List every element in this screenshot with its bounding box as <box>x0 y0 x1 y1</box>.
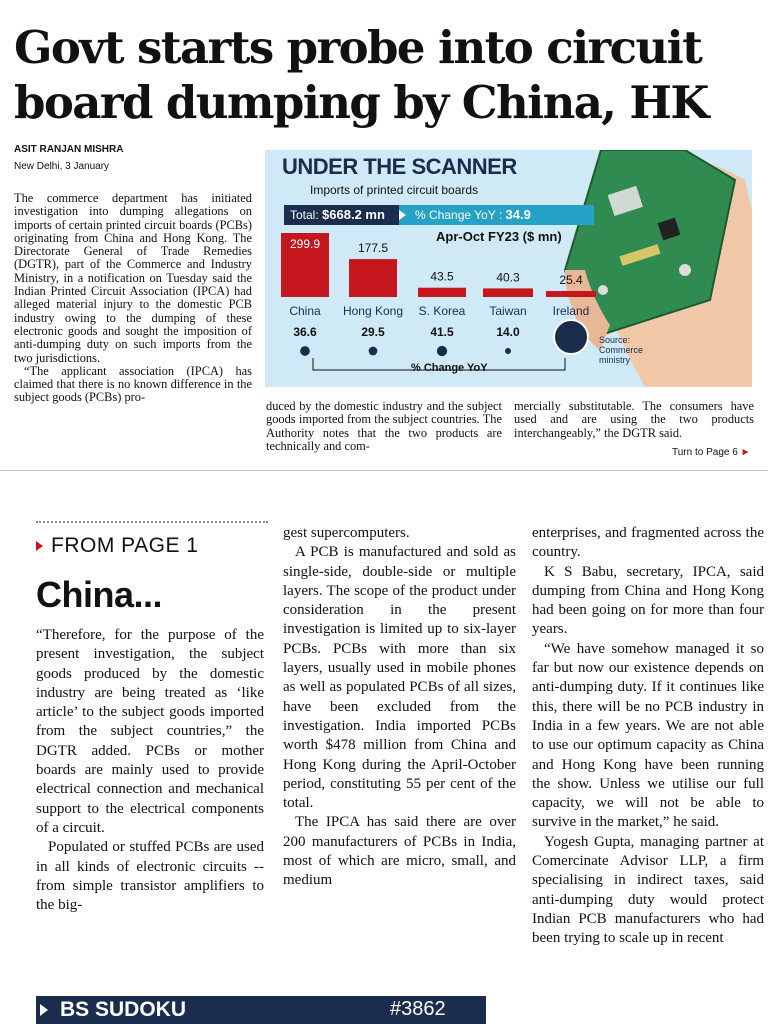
bar-value-label: 43.5 <box>430 269 454 284</box>
category-label: Ireland <box>552 304 590 318</box>
top-column-2 <box>266 400 502 453</box>
category-label: China <box>289 304 321 318</box>
yoy-value: 29.5 <box>361 325 385 339</box>
paragraph: Yogesh Gupta, managing partner at Comercinate Advisor LLP, a firm specialising in indirect taxes, said anti-dumping duty would protect Indian PCB manufacturers who had been trying to scale up in recent <box>532 833 764 947</box>
bottom-column-1 <box>36 626 264 915</box>
yoy-axis-label: % Change YoY <box>411 362 488 374</box>
chart-source: Source: Commerce ministry <box>599 335 644 365</box>
yoy-dot <box>369 347 378 356</box>
bar <box>418 288 466 297</box>
category-label: S. Korea <box>418 304 466 318</box>
paragraph: gest supercomputers. <box>283 525 410 541</box>
pcb-hand-illustration <box>565 150 752 387</box>
from-page-label: FROM PAGE 1 <box>36 534 198 558</box>
chart-period: Apr-Oct FY23 ($ mn) <box>436 229 562 244</box>
lead-column <box>14 192 252 405</box>
paragraph: A PCB is manufactured and sold as single-side, double-side or multiple layers. The scope of the product under consideration in the present investigation is limited up to six-layer PCBs. PCBs with more than six layers, usually used in mobile phones as well as populated PCBs of all sizes, have been excluded from the investigation. India imported PCBs worth $478 million from China and Hong Kong during the April-October period, constituting 55 per cent of the total. <box>283 544 516 812</box>
yoy-dot <box>505 348 511 354</box>
dateline: New Delhi, 3 January <box>14 161 110 172</box>
bar <box>483 288 533 297</box>
yoy-dot <box>300 346 310 356</box>
bar <box>349 259 397 297</box>
yoy-value: 36.6 <box>293 325 317 339</box>
paragraph: enterprises, and fragmented across the country. <box>532 525 764 561</box>
paragraph: “Therefore, for the purpose of the present investigation, the subject goods produced by the domestic industry are being treated as ‘like article’ to the subject goods imported from the subject countries,” the DGTR added. PCBs or mother boards are mainly used to provide electrical connection and mechanical support to the electrical components of a circuit. <box>36 627 264 836</box>
paragraph: Populated or stuffed PCBs are used in all kinds of electronic circuits -- from simple transistor amplifiers to the big- <box>36 839 264 914</box>
lead-paragraph: “The applicant association (IPCA) has claimed that there is no known difference in the subject goods (PCBs) pro- <box>14 363 252 405</box>
paragraph: The IPCA has said there are over 200 manufacturers of PCBs in India, most of which are micro, small, and medium <box>283 814 516 889</box>
dotted-rule <box>36 521 268 523</box>
bar <box>546 291 596 297</box>
headline: Govt starts probe into circuit board dumping by China, HK <box>14 21 708 129</box>
bar-value-label: 299.9 <box>289 237 321 251</box>
continued-title: China... <box>36 574 163 615</box>
chart-title: UNDER THE SCANNER <box>282 154 517 179</box>
byline: ASIT RANJAN MISHRA <box>14 144 124 155</box>
yoy-value: 14.0 <box>496 325 520 339</box>
lead-paragraph: The commerce department has initiated investigation into dumping allegations on imports of certain printed circuit boards (PCBs) originating from China and Hong Kong. The Directorate General of Trade Remedies (DGTR), part of the Commerce and Industry Ministry, in a notification on Tuesday said the Indian Printed Circuit Association (IPCA) had alleged material injury to the domestic PCB industry owing to the dumping of these electronic goods and sought the imposition of anti-dumping duty on such imports from the two jurisdictions. <box>14 191 252 365</box>
top-column-3 <box>514 400 754 440</box>
red-arrow-icon <box>36 541 43 551</box>
category-label: Hong Kong <box>342 304 404 318</box>
section-divider <box>0 470 768 471</box>
bottom-column-2 <box>283 524 516 891</box>
sudoku-number: #3862 <box>390 998 446 1020</box>
top-col2-text: duced by the domestic industry and the subject goods imported from the subject countries. The Authority notes that the two products are technically and com- <box>266 399 502 453</box>
bottom-column-3 <box>532 524 764 949</box>
sudoku-title: BS SUDOKU <box>60 998 187 1021</box>
arrow-icon <box>399 210 406 220</box>
paragraph: K S Babu, secretary, IPCA, said dumping from China and Hong Kong had been going on for more than four years. <box>532 563 764 638</box>
bar-value-label: 40.3 <box>496 270 520 285</box>
change-text: % Change YoY : 34.9 <box>415 207 531 222</box>
chart-subtitle: Imports of printed circuit boards <box>310 183 479 197</box>
bar-value-label: 177.5 <box>357 241 389 256</box>
yoy-value: 41.5 <box>430 325 454 339</box>
top-col3-text: mercially substitutable. The consumers have used and are using the two products interchangeably,” the DGTR said. <box>514 399 754 440</box>
category-label: Taiwan <box>489 304 527 318</box>
turn-arrow-icon: ► <box>740 447 751 458</box>
turn-to-page: Turn to Page 6 ► <box>672 447 751 458</box>
total-text: Total: $668.2 mn <box>290 207 385 222</box>
bar-value-label: 25.4 <box>559 273 583 287</box>
yoy-dot <box>437 346 447 356</box>
paragraph: “We have somehow managed it so far but now our existence depends on anti-dumping duty. If it continues like this, there will be no PCB industry in India in a few years. We are not able to use our optimum capacity as China and Hong Kong have been running the show. Unless we utilise our full capacity, we will not be able to survive in the market,” he said. <box>532 640 764 831</box>
yoy-dot <box>554 320 588 354</box>
sudoku-arrow-icon <box>40 1004 48 1016</box>
